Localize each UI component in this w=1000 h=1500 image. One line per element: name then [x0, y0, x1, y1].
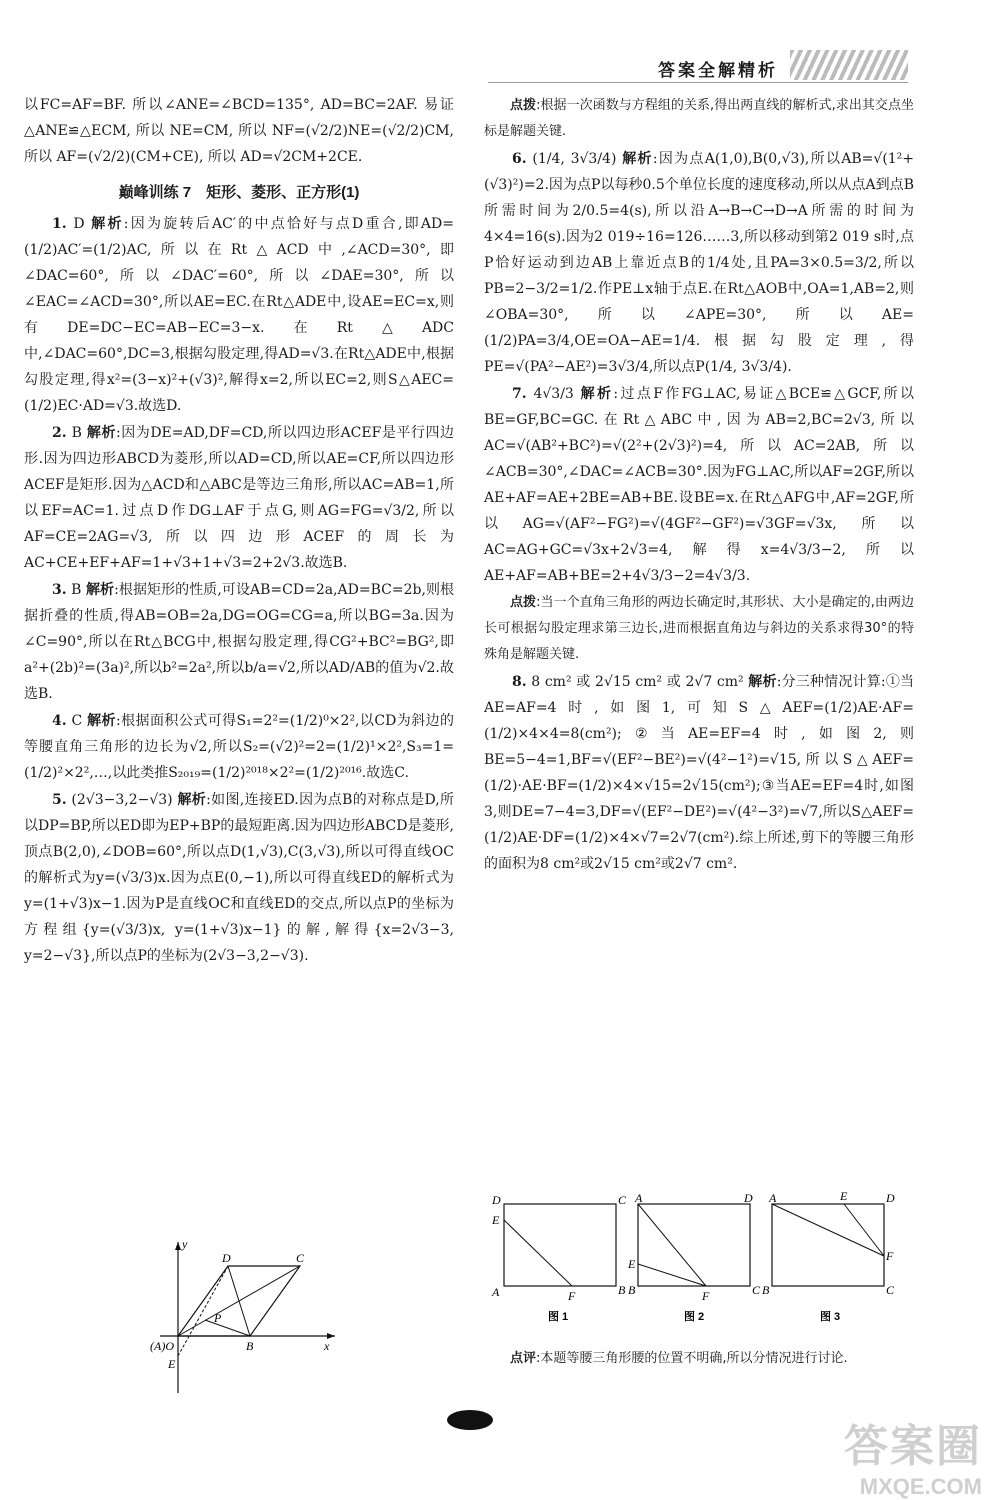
- label-c: C: [296, 1251, 305, 1265]
- label-x: x: [324, 1339, 330, 1353]
- label-d: D: [222, 1251, 231, 1265]
- fig3-label-b: B: [762, 1283, 770, 1297]
- rectangle-figures: [490, 1190, 910, 1335]
- label-p: P: [214, 1311, 222, 1325]
- item-text: :如图,连接ED.因为点B的对称点是D,所以DP=BP,所以ED即为EP+BP的最短距离.因为四边形ABCD是菱形,顶点B(2,0),∠DOB=60°,所以点D(1,√3),C(3,√3),所以可得直线OC的解析式为y=(√3/3)x.因为点E(0,−1),所以可得直线ED的解析式为y=(1+√3)x−1.因为P是直线OC和直线ED的交点,所以点P的坐标为方程组{y=(√3/3)x, y=(1+√3)x−1}的解,解得{x=2√3−3, y=2−√3},所以点P的坐标为(2√3−3,2−√3).: [24, 792, 454, 964]
- fig1-label-d: D: [492, 1193, 501, 1207]
- item-text: :根据面积公式可得S₁=2²=(1/2)⁰×2²,以CD为斜边的等腰直角三角形的边长为√2,所以S₂=(√2)²=2=(1/2)¹×2²,S₃=1=(1/2)²×2²,…,以此类推S₂₀₁₉=(1/2)²⁰¹⁸×2²=(1/2)²⁰¹⁶.故选C.: [24, 713, 455, 781]
- item-number: 1.: [52, 216, 67, 232]
- item-label: 解析: [748, 673, 777, 689]
- item-number: 5.: [52, 792, 67, 808]
- right-column: [484, 92, 914, 877]
- tip-paragraph: [484, 589, 914, 668]
- item-text: :因为旋转后AC′的中点恰好与点D重合,即AD=(1/2)AC′=(1/2)AC,所以在Rt△ACD中,∠ACD=30°,即∠DAC=60°,所以∠DAC′=60°,所以∠DAE=30°,所以∠EAC=∠ACD=30°,所以AE=EC.在Rt△ADE中,设AE=EC=x,则有DE=DC−EC=AB−EC=3−x.在Rt△ADC中,∠DAC=60°,DC=3,根据勾股定理,得AD=√3.在Rt△ADE中,根据勾股定理,得x²=(3−x)²+(√3)²,解得x=2,所以EC=2,则S△AEC=(1/2)EC·AD=√3.故选D.: [24, 216, 455, 414]
- item-answer: 4√3/3: [533, 386, 574, 402]
- fig2-cut-af: [638, 1204, 706, 1286]
- label-o: (A)O: [150, 1339, 174, 1353]
- fig3-cut-ef: [844, 1204, 884, 1256]
- item-label: 解析: [622, 150, 653, 166]
- fig3-label-c: C: [886, 1283, 895, 1297]
- fig2-cut-ef: [638, 1264, 706, 1286]
- fig1-caption: 图 1: [548, 1311, 569, 1323]
- item-label: 解析: [580, 385, 614, 401]
- label-y: y: [182, 1238, 188, 1251]
- header-title: 答案全解精析: [658, 61, 778, 80]
- item-number: 3.: [52, 582, 67, 598]
- answer-item-2: [24, 419, 454, 576]
- item-label: 解析: [85, 581, 115, 597]
- item-number: 4.: [52, 713, 67, 729]
- item-answer: C: [71, 713, 83, 729]
- tip-paragraph: [484, 92, 914, 145]
- watermark-url: MXQE.COM: [859, 1474, 982, 1499]
- fig2-label-d: D: [744, 1191, 753, 1205]
- header-stripes: [790, 50, 908, 80]
- tip-label: 点拨: [510, 594, 537, 609]
- diagonal-bd: [228, 1266, 250, 1336]
- fig3-label-a: A: [769, 1191, 777, 1205]
- fig1-label-c: C: [618, 1193, 627, 1207]
- item-number: 6.: [512, 151, 527, 167]
- fig2-label-c: C: [752, 1283, 761, 1297]
- item-answer: B: [71, 425, 82, 441]
- fig2-label-f: F: [702, 1289, 710, 1303]
- item-answer: B: [71, 582, 82, 598]
- watermark: [844, 1410, 982, 1500]
- answer-item-7: [484, 380, 914, 589]
- item-number: 2.: [52, 425, 67, 441]
- left-continuation: 以FC=AF=BF. 所以∠ANE=∠BCD=135°, AD=BC=2AF. 易证△ANE≌△ECM, 所以 NE=CM, 所以 NF=(√2/2)NE=(√2/2)CM, 所以 AF=(√2/2)(CM+CE), 所以 AD=√2CM+2CE.: [24, 97, 454, 165]
- fig1-label-f: F: [568, 1289, 576, 1303]
- fig2-label-b: B: [628, 1283, 636, 1297]
- answer-item-8: [484, 668, 914, 877]
- item-number: 8.: [512, 674, 527, 690]
- watermark-main: 答案圈: [844, 1422, 982, 1471]
- coordinate-figure: [150, 1238, 340, 1396]
- fig1-label-b: B: [618, 1283, 626, 1297]
- answer-item-6: [484, 145, 914, 380]
- item-label: 解析: [91, 215, 124, 231]
- item-label: 解析: [87, 712, 116, 728]
- item-text: :分三种情况计算:①当AE=AF=4时,如图1,可知S△AEF=(1/2)AE·AF=(1/2)×4×4=8(cm²);②当AE=EF=4时,如图2,则BE=5−4=1,BF=√(EF²−BE²)=√(4²−1²)=√15,所以S△AEF=(1/2)·AE·BF=(1/2)×4×√15=2√15(cm²);③当AE=EF=4时,如图3,则DE=7−4=3,DF=√(EF²−DE²)=√(4²−3²)=√7,所以S△AEF=(1/2)AE·DF=(1/2)×4×√7=2√7(cm²).综上所述,剪下的等腰三角形的面积为8 cm²或2√15 cm²或2√7 cm².: [484, 674, 915, 872]
- page-number-badge: [447, 1410, 493, 1430]
- item-answer: 8 cm² 或 2√15 cm² 或 2√7 cm²: [531, 674, 744, 690]
- page-header: [488, 50, 908, 82]
- item-answer: (1/4, 3√3/4): [532, 151, 617, 167]
- item-label: 解析: [86, 424, 116, 440]
- fig3-caption: 图 3: [820, 1311, 841, 1323]
- fig2-label-a: A: [635, 1191, 643, 1205]
- item-number: 7.: [512, 386, 527, 402]
- item-text: :过点F作FG⊥AC,易证△BCE≌△GCF,所以BE=GF,BC=GC.在Rt△ABC中,因为AB=2,BC=2√3,所以AC=√(AB²+BC²)=√(2²+(2√3)²)=4,所以AC=2AB,所以∠ACB=30°,∠DAC=∠ACB=30°.因为FG⊥AC,所以AF=2GF,所以AE+AF=AE+2BE=AB+BE.设BE=x.在Rt△AFG中,AF=2GF,所以AG=√(AF²−FG²)=√(4GF²−GF²)=√3GF=√3x,所以AC=AG+GC=√3x+2√3=4,解得x=4√3/3−2,所以AE+AF=AB+BE=2+4√3/3−2=4√3/3.: [484, 386, 915, 584]
- review-text: :本题等腰三角形腰的位置不明确,所以分情况进行讨论.: [536, 1351, 848, 1366]
- fig2-label-e: E: [628, 1257, 636, 1271]
- answer-item-1: [24, 210, 454, 419]
- fig1-label-e: E: [492, 1213, 500, 1227]
- fig2-rect: [638, 1204, 750, 1286]
- fig1-cut: [504, 1220, 572, 1286]
- fig3-label-d: D: [886, 1191, 895, 1205]
- label-e: E: [168, 1357, 176, 1371]
- fig2-caption: 图 2: [684, 1311, 705, 1323]
- fig3-label-e: E: [840, 1190, 848, 1203]
- section-title: 巅峰训练 7 矩形、菱形、正方形(1): [118, 184, 360, 201]
- review-paragraph: [484, 1345, 914, 1372]
- item-text: :根据矩形的性质,可设AB=CD=2a,AD=BC=2b,则根据折叠的性质,得AB=OB=2a,DG=OG=CG=a,所以BG=3a.因为∠C=90°,所以在Rt△BCG中,根据勾股定理,得CG²+BC²=BG²,即a²+(2b)²=(3a)²,所以b²=2a²,所以b/a=√2,所以AD/AB的值为√2.故选B.: [24, 582, 455, 702]
- answer-item-4: [24, 707, 454, 786]
- header-rule: [488, 82, 908, 83]
- review-label: 点评: [510, 1350, 537, 1365]
- answer-item-5: [24, 786, 454, 969]
- y-axis-arrow: [175, 1242, 181, 1250]
- fig3-label-f: F: [886, 1249, 894, 1263]
- item-text: :因为点A(1,0),B(0,√3),所以AB=√(1²+(√3)²)=2.因为点P以每秒0.5个单位长度的速度移动,所以从点A到点B所需时间为2/0.5=4(s),所以沿A→B→C→D→A所需的时间为4×4=16(s).因为2 019÷16=126……3,所以移动到第2 019 s时,点P恰好运动到边AB上靠近点B的1/4处,且PA=3×0.5=3/2,所以PB=2−3/2=1/2.作PE⊥x轴于点E.在Rt△AOB中,OA=1,AB=2,则∠OBA=30°,所以∠APE=30°,所以AE=(1/2)PA=3/4,OE=OA−AE=1/4.根据勾股定理,得PE=√(PA²−AE²)=3√3/4,所以点P(1/4, 3√3/4).: [484, 151, 915, 375]
- tip-label: 点拨: [510, 97, 537, 112]
- label-b: B: [246, 1339, 254, 1353]
- left-column: [24, 92, 454, 969]
- tip-text: :当一个直角三角形的两边长确定时,其形状、大小是确定的,由两边长可根据勾股定理求第三边长,进而根据直角边与斜边的关系求得30°的特殊角是解题关键.: [484, 595, 914, 662]
- segment-pb: [205, 1320, 250, 1336]
- item-answer: D: [73, 216, 85, 232]
- fig1-label-a: A: [492, 1285, 500, 1299]
- item-answer: (2√3−3,2−√3): [71, 792, 173, 808]
- answer-item-3: [24, 576, 454, 707]
- item-text: :因为DE=AD,DF=CD,所以四边形ACEF是平行四边形.因为四边形ABCD为菱形,所以AD=CD,所以AE=CF,所以四边形ACEF是矩形.因为△ACD和△ABC是等边三角形,所以AC=AB=1,所以EF=AC=1.过点D作DG⊥AF于点G,则AG=FG=√3/2,所以AF=CE=2AG=√3,所以四边形ACEF的周长为AC+CE+EF+AF=1+√3+1+√3=2+2√3.故选B.: [24, 425, 455, 571]
- fig3-cut-af: [772, 1204, 884, 1256]
- fig3-rect: [772, 1204, 884, 1286]
- item-label: 解析: [177, 791, 207, 807]
- tip-text: :根据一次函数与方程组的关系,得出两直线的解析式,求出其交点坐标是解题关键.: [484, 98, 914, 139]
